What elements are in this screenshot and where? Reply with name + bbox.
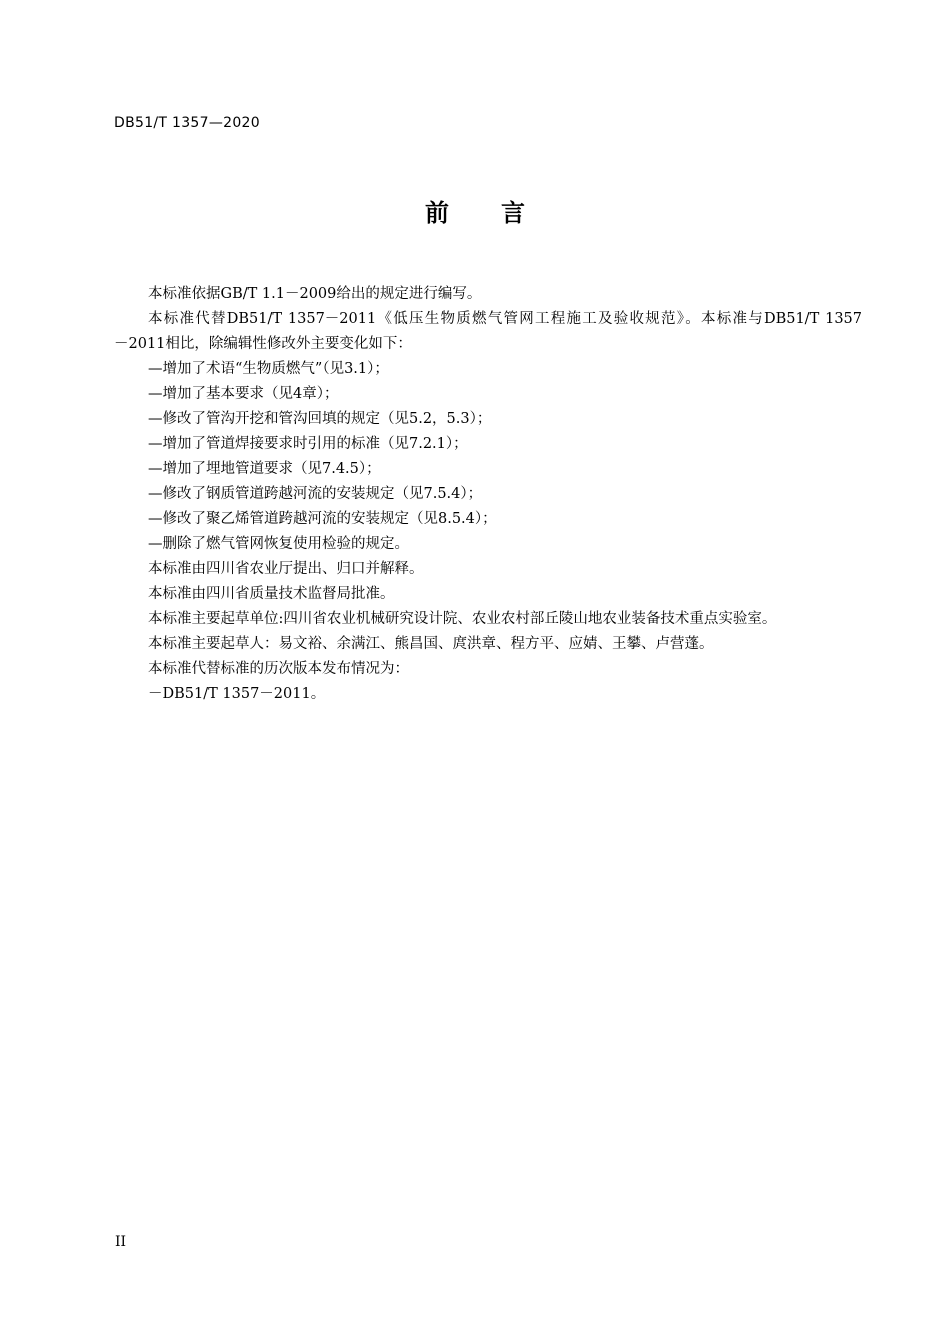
paragraph-proposer: 本标准由四川省农业厅提出、归口并解释。 xyxy=(148,561,424,577)
paragraph-approver: 本标准由四川省质量技术监督局批准。 xyxy=(148,586,395,602)
change-item: —增加了埋地管道要求（见7.4.5）； xyxy=(148,461,381,477)
paragraph-history-item: －DB51/T 1357－2011。 xyxy=(148,686,326,702)
standard-code: DB51/T 1357—2020 xyxy=(114,115,260,131)
paragraph-replacement-line1: 本标准代替DB51/T 1357－2011《低压生物质燃气管网工程施工及验收规范》。本标准与DB51/T 1357 xyxy=(148,311,862,327)
change-item: —修改了钢质管道跨越河流的安装规定（见7.5.4）； xyxy=(148,486,483,502)
change-item: —修改了管沟开挖和管沟回填的规定（见5.2，5.3）； xyxy=(148,411,492,427)
page-title xyxy=(0,193,950,228)
page-number: II xyxy=(115,1234,127,1250)
paragraph-basis: 本标准依据GB/T 1.1－2009给出的规定进行编写。 xyxy=(148,286,482,302)
change-item: —删除了燃气管网恢复使用检验的规定。 xyxy=(148,536,409,552)
title-char-1: 前 xyxy=(425,199,449,227)
foreword-body xyxy=(114,282,862,707)
change-item: —增加了术语“生物质燃气”（见3.1）； xyxy=(148,361,389,377)
title-char-2: 言 xyxy=(501,199,525,227)
change-item: —修改了聚乙烯管道跨越河流的安装规定（见8.5.4）； xyxy=(148,511,497,527)
change-item: —增加了基本要求（见4章）； xyxy=(148,386,339,402)
paragraph-drafters: 本标准主要起草人：易文裕、余满江、熊昌国、庹洪章、程方平、应婧、王攀、卢营蓬。 xyxy=(148,636,714,652)
paragraph-drafting-units: 本标准主要起草单位:四川省农业机械研究设计院、农业农村部丘陵山地农业装备技术重点实验室。 xyxy=(148,611,777,627)
paragraph-history-intro: 本标准代替标准的历次版本发布情况为： xyxy=(148,661,409,677)
change-item: —增加了管道焊接要求时引用的标准（见7.2.1）； xyxy=(148,436,468,452)
paragraph-replacement-line2: －2011相比，除编辑性修改外主要变化如下： xyxy=(114,336,412,352)
